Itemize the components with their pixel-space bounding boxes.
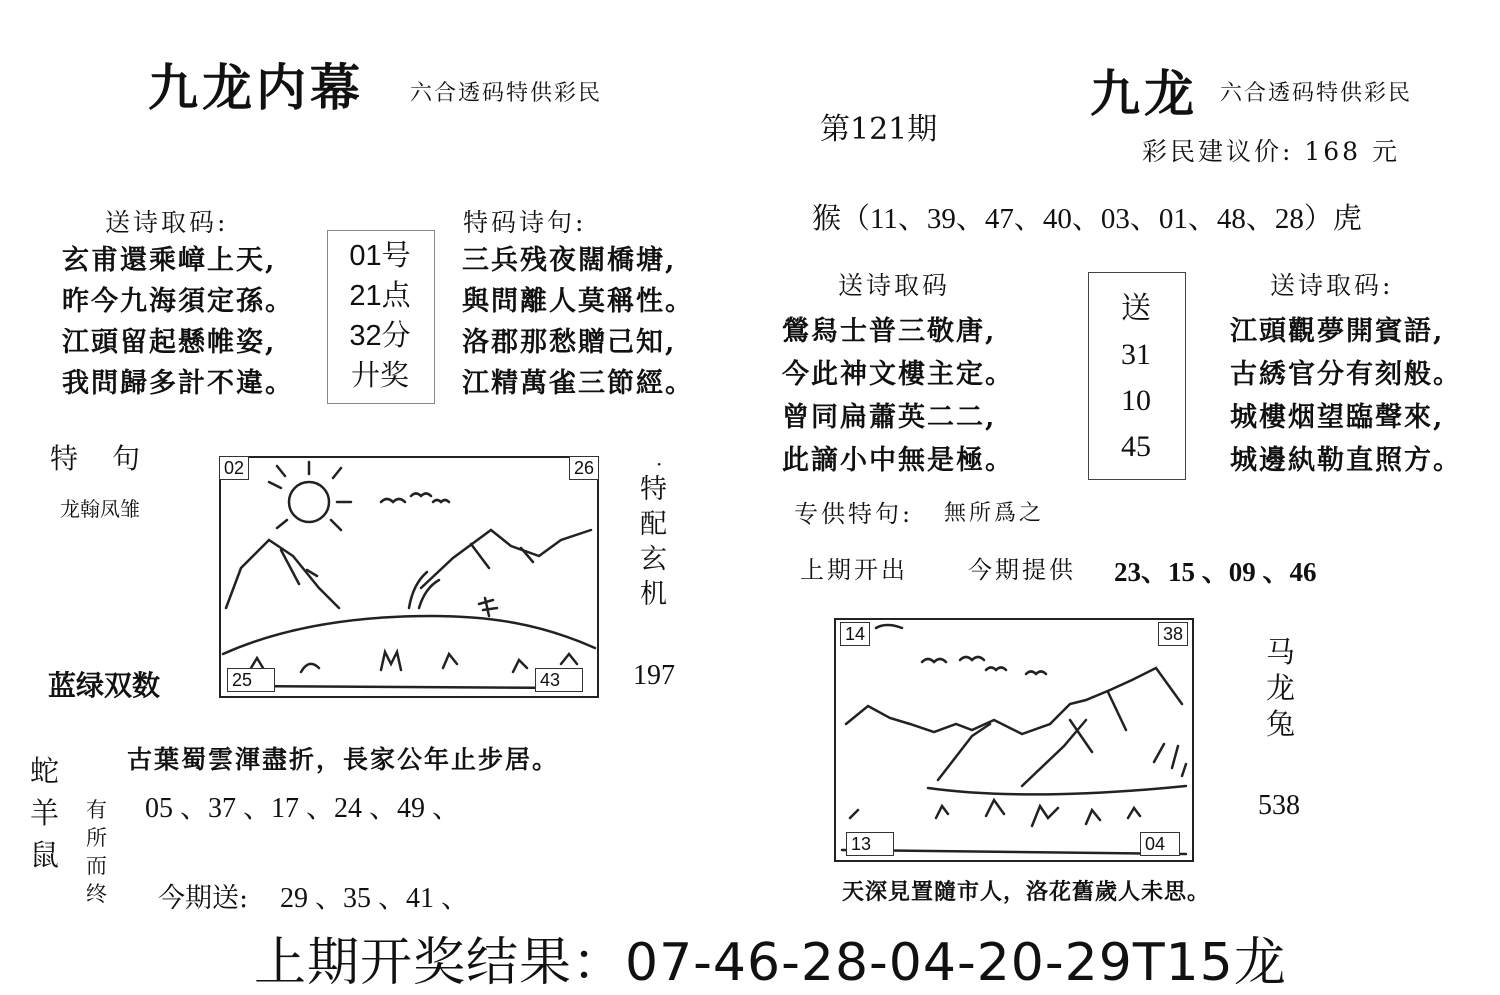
special-heading: 特 句 [50,442,144,475]
poem-line: 昨今九海須定孫。 [62,286,294,317]
poem-line: 城樓烟望臨聲來, [1230,402,1445,433]
pic-tag: 04 [1140,832,1180,856]
right-special-label: 专供特句: [794,500,914,528]
zodiac-vertical [30,750,59,876]
poem-line: 洛郡那愁贈己知, [462,327,677,358]
landscape-drawing [836,620,1192,860]
zodiac-char: 羊 [30,796,60,830]
right-poem-left [782,310,1014,482]
pic-tag: 14 [840,622,870,646]
poem-line: 今此神文樓主定。 [782,359,1014,390]
pic-tag: 26 [569,456,599,480]
right-poem-heading-left: 送诗取码 [838,271,951,300]
right-landscape-picture [834,618,1194,862]
left-subtitle: 六合透码特供彩民 [410,81,603,106]
poem-line: 我問歸多計不違。 [62,368,294,399]
poem-line: 江頭觀夢開賓語, [1230,316,1445,347]
end-vertical [86,796,107,908]
box-item: 21点 [349,280,411,312]
box-item: 送 [1121,292,1151,325]
send-label: 今期送: [158,883,249,914]
left-side-number: 197 [633,660,675,691]
left-title: 九龙内幕 [148,58,364,117]
box-item: 45 [1121,430,1151,463]
price: 彩民建议价: 168 元 [1142,137,1401,166]
left-poem-heading: 送诗取码: [105,208,229,237]
color-hint: 蓝绿双数 [48,669,161,702]
end-char: 而 [86,854,107,878]
box-item: 31 [1121,338,1151,371]
pic-tag: 25 [227,668,275,692]
poem-line: 城邊紈勒直照方。 [1230,445,1462,476]
provide-label: 今期提供 [968,556,1076,584]
left-landscape-picture [219,456,599,698]
box-item: 廾奖 [350,360,409,392]
poem-line: 古綉官分有刻般。 [1230,359,1462,390]
pic-tag: 38 [1158,622,1188,646]
left-poem [62,240,294,404]
side-dot: · [656,452,663,476]
side-char: 特 [640,474,667,505]
zodiac-char: 蛇 [30,754,60,788]
side-char: 玄 [640,544,667,575]
side-char: 马 [1266,635,1296,669]
end-char: 终 [86,882,107,906]
special-text: 龙翰凤雏 [60,497,140,521]
right-side-number: 538 [1258,790,1300,821]
poem-line: 此謫小中無是極。 [782,445,1014,476]
tema-poem [462,240,694,404]
right-special-text: 無所爲之 [944,501,1045,526]
poem-line: 江精萬雀三節經。 [462,368,694,399]
send-numbers: 29 、35 、41 、 [280,883,470,914]
right-poem-heading-right: 送诗取码: [1270,271,1394,300]
left-numbers-line: 05 、37 、17 、24 、49 、 [145,793,461,824]
box-item: 01号 [349,240,411,272]
right-side-vertical [1266,634,1295,742]
monkey-line: 猴（11、39、47、40、03、01、48、28）虎 [812,203,1362,235]
right-poem-right [1230,310,1462,482]
poem-line: 鶯舄士普三敬唐, [782,316,997,347]
box-item: 10 [1121,384,1151,417]
side-char: 机 [640,579,667,610]
last-draw-result: 上期开奖结果：07-46-28-04-20-29T15龙 [254,933,1287,993]
side-char: 兔 [1266,707,1296,741]
right-code-box-items [1088,286,1184,470]
right-subtitle: 六合透码特供彩民 [1220,81,1413,106]
box-item: 32分 [349,320,411,352]
right-bottom-poem: 天深見置隨市人，洛花舊歲人未思。 [842,879,1211,905]
side-char: 配 [640,509,667,540]
landscape-drawing [221,458,597,696]
zodiac-char: 鼠 [30,838,60,872]
right-title: 九龙 [1090,64,1198,123]
pic-tag: 13 [846,832,894,856]
left-bottom-poem: 古葉蜀雲渾盡折，長家公年止步居。 [127,745,560,774]
side-char: 龙 [1266,671,1296,705]
pic-tag: 43 [535,668,583,692]
poem-line: 江頭留起懸帷姿, [62,327,277,358]
poem-line: 與問離人莫稱性。 [462,286,694,317]
left-code-box-items [327,236,433,396]
end-char: 所 [86,826,107,850]
poem-line: 曾同扁蕭英二二, [782,402,997,433]
last-label: 上期开出 [800,556,908,584]
pic-tag: 02 [219,456,249,480]
end-char: 有 [86,798,107,822]
left-side-vertical [640,472,667,612]
tema-heading: 特码诗句: [463,208,587,237]
issue-number: 第121期 [820,112,938,147]
provide-numbers: 23、15 、09 、46 [1114,557,1317,587]
poem-line: 三兵残夜闊橋塘, [462,245,677,276]
poem-line: 玄甫還乘嶂上天, [62,245,277,276]
